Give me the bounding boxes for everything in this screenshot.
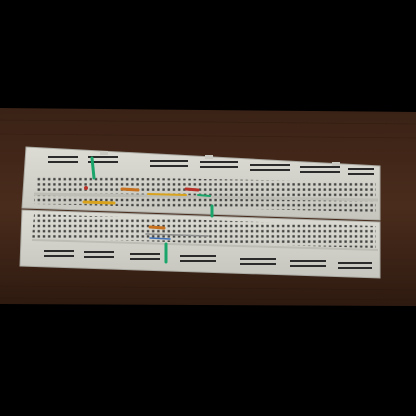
- jumper-wire-blue-1: [150, 238, 170, 239]
- jumper-wire-green-1: [92, 158, 94, 178]
- resistor-3: [150, 227, 164, 228]
- jumper-wire-yellow-1: [84, 202, 114, 203]
- resistor-1: [122, 189, 138, 190]
- board-tab: [332, 162, 340, 166]
- resistor-2: [186, 189, 198, 190]
- led-icon: [84, 186, 88, 190]
- board-tab: [100, 151, 108, 155]
- lower-breadboard: [20, 210, 380, 278]
- board-tab: [205, 155, 213, 159]
- jumper-wire-green-2: [198, 195, 210, 196]
- jumper-wire-orange-1: [148, 194, 186, 195]
